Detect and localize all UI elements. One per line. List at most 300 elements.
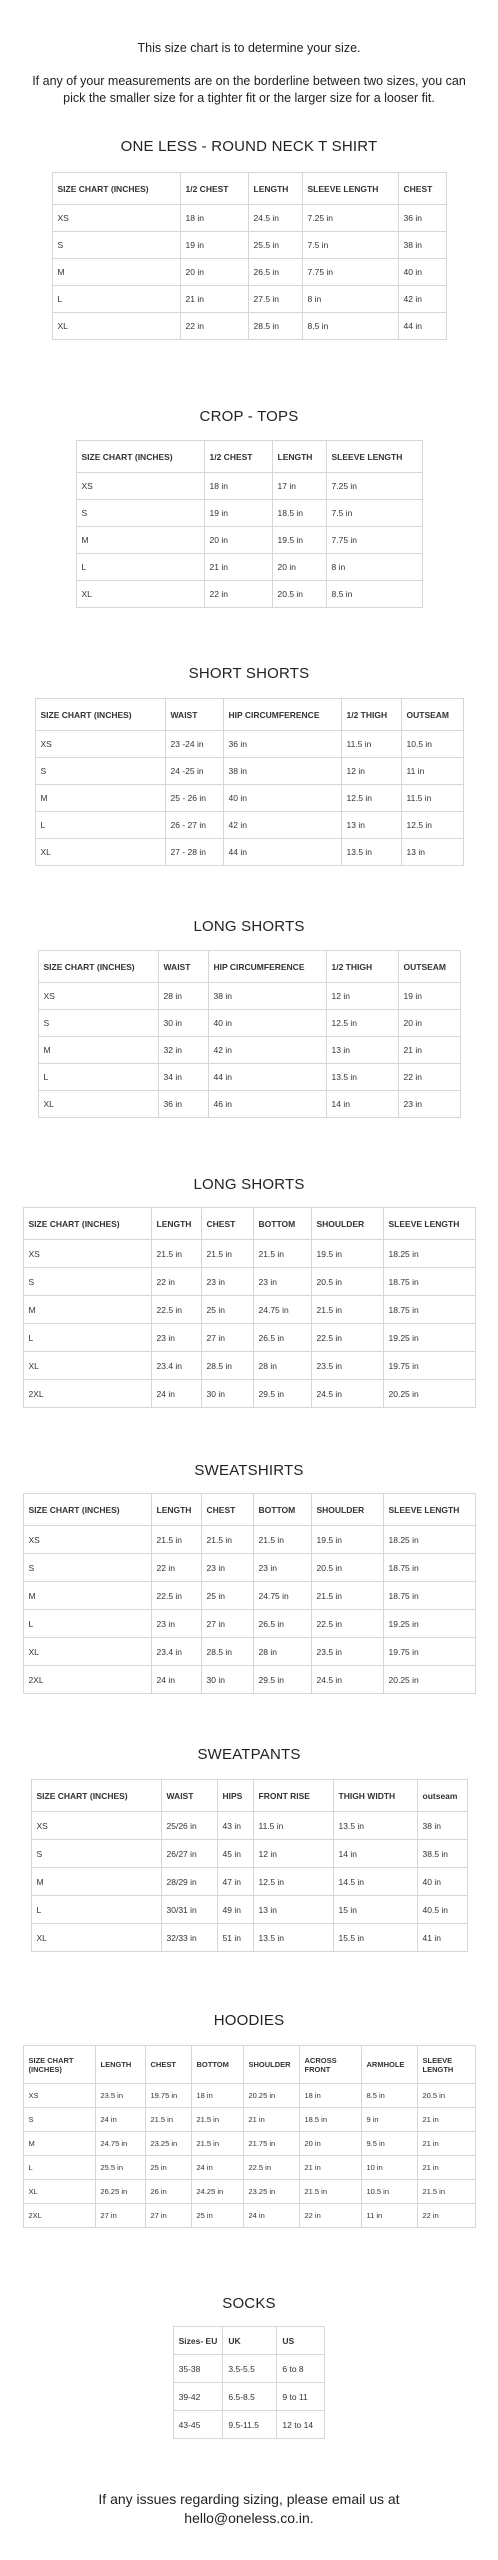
size-label-cell: M <box>23 1296 151 1324</box>
size-label-cell: M <box>52 259 180 286</box>
measurement-cell: 7.5 in <box>302 232 398 259</box>
measurement-cell: 22 in <box>151 1268 201 1296</box>
measurement-cell: 36 in <box>398 205 446 232</box>
table-header-row <box>76 441 422 473</box>
intro-text <box>0 0 498 107</box>
table-row <box>38 1037 460 1064</box>
measurement-cell: 3.5-5.5 <box>223 2355 277 2383</box>
measurement-cell: 6.5-8.5 <box>223 2383 277 2411</box>
measurement-cell: 29.5 in <box>253 1380 311 1408</box>
size-label-cell: XS <box>35 731 165 758</box>
measurement-cell: 12 in <box>326 983 398 1010</box>
measurement-cell: 38.5 in <box>417 1840 467 1868</box>
table-0-wrapper <box>0 172 498 340</box>
measurement-cell: 20 in <box>204 527 272 554</box>
size-label-cell: M <box>23 1582 151 1610</box>
table-row <box>35 731 463 758</box>
measurement-cell: 20.5 in <box>417 2084 475 2108</box>
table-row <box>76 554 422 581</box>
table-6-title: SWEATPANTS <box>197 1746 301 1763</box>
measurement-cell: 21.5 in <box>253 1240 311 1268</box>
size-label-cell: XL <box>23 1352 151 1380</box>
size-label-cell: 43-45 <box>173 2411 223 2439</box>
measurement-cell: 22.5 in <box>311 1610 383 1638</box>
column-header: LENGTH <box>95 2046 145 2084</box>
table-row <box>23 1380 475 1408</box>
measurement-cell: 28 in <box>158 983 208 1010</box>
measurement-cell: 7.25 in <box>302 205 398 232</box>
measurement-cell: 21 in <box>299 2156 361 2180</box>
measurement-cell: 18 in <box>204 473 272 500</box>
measurement-cell: 23 in <box>201 1554 253 1582</box>
size-label-cell: XS <box>38 983 158 1010</box>
measurement-cell: 8.5 in <box>302 313 398 340</box>
measurement-cell: 26.5 in <box>248 259 302 286</box>
column-header: CHEST <box>201 1494 253 1526</box>
measurement-cell: 19 in <box>180 232 248 259</box>
measurement-cell: 24.5 in <box>311 1666 383 1694</box>
measurement-cell: 28 in <box>253 1352 311 1380</box>
column-header: UK <box>223 2327 277 2355</box>
measurement-cell: 21.5 in <box>253 1526 311 1554</box>
column-header: SIZE CHART (INCHES) <box>31 1780 161 1812</box>
measurement-cell: 30/31 in <box>161 1896 217 1924</box>
measurement-cell: 24.25 in <box>191 2180 243 2204</box>
size-label-cell: XS <box>23 1526 151 1554</box>
table-row <box>23 2132 475 2156</box>
column-header: WAIST <box>158 951 208 983</box>
table-header-row <box>173 2327 325 2355</box>
size-label-cell: L <box>23 2156 95 2180</box>
table-header-row <box>52 173 446 205</box>
size-label-cell: XL <box>31 1924 161 1952</box>
measurement-cell: 25.5 in <box>248 232 302 259</box>
measurement-cell: 11.5 in <box>253 1812 333 1840</box>
table-row <box>38 1010 460 1037</box>
measurement-cell: 21.5 in <box>299 2180 361 2204</box>
column-header: WAIST <box>161 1780 217 1812</box>
measurement-cell: 26/27 in <box>161 1840 217 1868</box>
measurement-cell: 21.5 in <box>151 1240 201 1268</box>
intro-line-2: If any of your measurements are on the borderline between two sizes, you can pick the smaller size for a tighter fit or the larger size for a looser fit. <box>32 74 466 105</box>
measurement-cell: 24 in <box>95 2108 145 2132</box>
measurement-cell: 12.5 in <box>341 785 401 812</box>
measurement-cell: 21.5 in <box>311 1582 383 1610</box>
measurement-cell: 43 in <box>217 1812 253 1840</box>
size-label-cell: S <box>23 2108 95 2132</box>
table-0 <box>52 172 447 340</box>
measurement-cell: 21.5 in <box>201 1526 253 1554</box>
size-label-cell: M <box>38 1037 158 1064</box>
measurement-cell: 15.5 in <box>333 1924 417 1952</box>
measurement-cell: 21.5 in <box>151 1526 201 1554</box>
column-header: HIP CIRCUMFERENCE <box>223 699 341 731</box>
measurement-cell: 18.75 in <box>383 1296 475 1324</box>
measurement-cell: 11 in <box>361 2204 417 2228</box>
measurement-cell: 21 in <box>417 2108 475 2132</box>
measurement-cell: 13 in <box>326 1037 398 1064</box>
measurement-cell: 23.5 in <box>95 2084 145 2108</box>
measurement-cell: 23 in <box>201 1268 253 1296</box>
measurement-cell: 27 in <box>145 2204 191 2228</box>
column-header: SLEEVE LENGTH <box>383 1494 475 1526</box>
measurement-cell: 25 in <box>145 2156 191 2180</box>
column-header: SHOULDER <box>311 1494 383 1526</box>
table-1-wrapper <box>0 440 498 608</box>
measurement-cell: 6 to 8 <box>277 2355 325 2383</box>
size-label-cell: L <box>31 1896 161 1924</box>
table-row <box>52 313 446 340</box>
size-label-cell: XS <box>31 1812 161 1840</box>
table-row <box>23 2156 475 2180</box>
measurement-cell: 21.5 in <box>145 2108 191 2132</box>
size-label-cell: L <box>76 554 204 581</box>
measurement-cell: 24 in <box>151 1666 201 1694</box>
measurement-cell: 19.5 in <box>311 1526 383 1554</box>
size-label-cell: XL <box>76 581 204 608</box>
measurement-cell: 7.25 in <box>326 473 422 500</box>
measurement-cell: 20.5 in <box>272 581 326 608</box>
table-6 <box>31 1779 468 1952</box>
column-header: LENGTH <box>151 1494 201 1526</box>
measurement-cell: 22 in <box>398 1064 460 1091</box>
size-label-cell: S <box>31 1840 161 1868</box>
measurement-cell: 20 in <box>398 1010 460 1037</box>
measurement-cell: 21 in <box>204 554 272 581</box>
measurement-cell: 13 in <box>401 839 463 866</box>
table-row <box>35 812 463 839</box>
measurement-cell: 22 in <box>204 581 272 608</box>
measurement-cell: 14 in <box>326 1091 398 1118</box>
table-header-row <box>31 1780 467 1812</box>
measurement-cell: 23 in <box>151 1324 201 1352</box>
measurement-cell: 14 in <box>333 1840 417 1868</box>
measurement-cell: 21 in <box>398 1037 460 1064</box>
table-row <box>23 1638 475 1666</box>
measurement-cell: 44 in <box>398 313 446 340</box>
measurement-cell: 9.5-11.5 <box>223 2411 277 2439</box>
column-header: 1/2 THIGH <box>326 951 398 983</box>
measurement-cell: 45 in <box>217 1840 253 1868</box>
table-row <box>23 2204 475 2228</box>
measurement-cell: 19.75 in <box>383 1638 475 1666</box>
table-7-title: HOODIES <box>213 2012 285 2029</box>
measurement-cell: 21.5 in <box>191 2108 243 2132</box>
measurement-cell: 7.75 in <box>302 259 398 286</box>
measurement-cell: 25 in <box>201 1296 253 1324</box>
column-header: SIZE CHART (INCHES) <box>23 1494 151 1526</box>
measurement-cell: 20.25 in <box>243 2084 299 2108</box>
measurement-cell: 44 in <box>223 839 341 866</box>
measurement-cell: 12.5 in <box>401 812 463 839</box>
measurement-cell: 26.5 in <box>253 1610 311 1638</box>
measurement-cell: 22.5 in <box>151 1582 201 1610</box>
measurement-cell: 36 in <box>223 731 341 758</box>
table-header-row <box>23 1494 475 1526</box>
size-label-cell: 2XL <box>23 1380 151 1408</box>
column-header: BOTTOM <box>191 2046 243 2084</box>
measurement-cell: 18.5 in <box>299 2108 361 2132</box>
table-row <box>38 1091 460 1118</box>
measurement-cell: 20 in <box>180 259 248 286</box>
measurement-cell: 18.25 in <box>383 1526 475 1554</box>
measurement-cell: 18 in <box>191 2084 243 2108</box>
column-header: LENGTH <box>248 173 302 205</box>
measurement-cell: 36 in <box>158 1091 208 1118</box>
size-label-cell: XS <box>76 473 204 500</box>
table-row <box>76 473 422 500</box>
measurement-cell: 12 in <box>341 758 401 785</box>
column-header: SHOULDER <box>311 1208 383 1240</box>
measurement-cell: 28.5 in <box>201 1638 253 1666</box>
column-header: ARMHOLE <box>361 2046 417 2084</box>
table-row <box>52 259 446 286</box>
measurement-cell: 23 in <box>151 1610 201 1638</box>
measurement-cell: 13.5 in <box>326 1064 398 1091</box>
size-label-cell: 2XL <box>23 1666 151 1694</box>
measurement-cell: 26.5 in <box>253 1324 311 1352</box>
table-5-title: SWEATSHIRTS <box>194 1462 304 1479</box>
table-row <box>173 2383 325 2411</box>
table-row <box>31 1840 467 1868</box>
measurement-cell: 22 in <box>299 2204 361 2228</box>
measurement-cell: 13.5 in <box>341 839 401 866</box>
table-8-wrapper <box>0 2326 498 2439</box>
column-header: SIZE CHART (INCHES) <box>23 1208 151 1240</box>
measurement-cell: 26.25 in <box>95 2180 145 2204</box>
table-5-wrapper <box>0 1493 498 1694</box>
table-header-row <box>23 1208 475 1240</box>
measurement-cell: 8 in <box>302 286 398 313</box>
measurement-cell: 27 in <box>201 1324 253 1352</box>
table-4-title: LONG SHORTS <box>193 1176 305 1193</box>
measurement-cell: 26 - 27 in <box>165 812 223 839</box>
measurement-cell: 21 in <box>243 2108 299 2132</box>
measurement-cell: 18 in <box>299 2084 361 2108</box>
measurement-cell: 44 in <box>208 1064 326 1091</box>
measurement-cell: 19.5 in <box>311 1240 383 1268</box>
table-header-row <box>35 699 463 731</box>
size-label-cell: S <box>76 500 204 527</box>
measurement-cell: 11.5 in <box>341 731 401 758</box>
column-header: OUTSEAM <box>398 951 460 983</box>
table-row <box>52 232 446 259</box>
measurement-cell: 28/29 in <box>161 1868 217 1896</box>
size-label-cell: 2XL <box>23 2204 95 2228</box>
column-header: FRONT RISE <box>253 1780 333 1812</box>
table-8 <box>173 2326 326 2439</box>
table-row <box>23 1554 475 1582</box>
size-label-cell: M <box>23 2132 95 2156</box>
measurement-cell: 13.5 in <box>253 1924 333 1952</box>
measurement-cell: 25 in <box>201 1582 253 1610</box>
size-label-cell: M <box>76 527 204 554</box>
column-header: CHEST <box>398 173 446 205</box>
table-row <box>38 1064 460 1091</box>
measurement-cell: 11 in <box>401 758 463 785</box>
measurement-cell: 38 in <box>398 232 446 259</box>
measurement-cell: 29.5 in <box>253 1666 311 1694</box>
measurement-cell: 20.5 in <box>311 1554 383 1582</box>
measurement-cell: 23.25 in <box>243 2180 299 2204</box>
measurement-cell: 15 in <box>333 1896 417 1924</box>
column-header: THIGH WIDTH <box>333 1780 417 1812</box>
measurement-cell: 8.5 in <box>326 581 422 608</box>
measurement-cell: 12.5 in <box>253 1868 333 1896</box>
table-row <box>173 2411 325 2439</box>
size-label-cell: L <box>23 1324 151 1352</box>
footer-line-1: If any issues regarding sizing, please email us at <box>98 2491 400 2507</box>
column-header: US <box>277 2327 325 2355</box>
table-3 <box>38 950 461 1118</box>
table-row <box>23 1324 475 1352</box>
measurement-cell: 47 in <box>217 1868 253 1896</box>
measurement-cell: 42 in <box>398 286 446 313</box>
table-row <box>173 2355 325 2383</box>
measurement-cell: 22.5 in <box>151 1296 201 1324</box>
measurement-cell: 24.75 in <box>253 1296 311 1324</box>
column-header: WAIST <box>165 699 223 731</box>
table-row <box>23 1526 475 1554</box>
measurement-cell: 11.5 in <box>401 785 463 812</box>
size-label-cell: L <box>52 286 180 313</box>
intro-line-1: This size chart is to determine your size. <box>137 41 361 55</box>
measurement-cell: 23.4 in <box>151 1352 201 1380</box>
column-header: SIZE CHART (INCHES) <box>52 173 180 205</box>
measurement-cell: 13.5 in <box>333 1812 417 1840</box>
table-8-title: SOCKS <box>222 2295 276 2312</box>
column-header: SIZE CHART (INCHES) <box>38 951 158 983</box>
measurement-cell: 38 in <box>208 983 326 1010</box>
measurement-cell: 22 in <box>151 1554 201 1582</box>
measurement-cell: 19.75 in <box>383 1352 475 1380</box>
measurement-cell: 18.75 in <box>383 1554 475 1582</box>
measurement-cell: 42 in <box>208 1037 326 1064</box>
size-label-cell: XL <box>23 2180 95 2204</box>
size-label-cell: L <box>35 812 165 839</box>
measurement-cell: 24.75 in <box>253 1582 311 1610</box>
measurement-cell: 20 in <box>272 554 326 581</box>
size-label-cell: 35-38 <box>173 2355 223 2383</box>
table-row <box>23 2180 475 2204</box>
column-header: BOTTOM <box>253 1208 311 1240</box>
column-header: Sizes- EU <box>173 2327 223 2355</box>
table-4 <box>23 1207 476 1408</box>
measurement-cell: 19.25 in <box>383 1324 475 1352</box>
measurement-cell: 19 in <box>204 500 272 527</box>
measurement-cell: 23 -24 in <box>165 731 223 758</box>
size-label-cell: M <box>31 1868 161 1896</box>
size-label-cell: L <box>23 1610 151 1638</box>
column-header: SLEEVE LENGTH <box>417 2046 475 2084</box>
measurement-cell: 23.4 in <box>151 1638 201 1666</box>
table-row <box>76 581 422 608</box>
measurement-cell: 24 in <box>151 1380 201 1408</box>
measurement-cell: 23.5 in <box>311 1352 383 1380</box>
measurement-cell: 24.5 in <box>311 1380 383 1408</box>
measurement-cell: 32/33 in <box>161 1924 217 1952</box>
measurement-cell: 14.5 in <box>333 1868 417 1896</box>
table-2 <box>35 698 464 866</box>
column-header: BOTTOM <box>253 1494 311 1526</box>
measurement-cell: 9 to 11 <box>277 2383 325 2411</box>
measurement-cell: 34 in <box>158 1064 208 1091</box>
table-row <box>35 758 463 785</box>
measurement-cell: 20 in <box>299 2132 361 2156</box>
column-header: OUTSEAM <box>401 699 463 731</box>
size-label-cell: S <box>23 1554 151 1582</box>
measurement-cell: 22 in <box>180 313 248 340</box>
table-row <box>23 1268 475 1296</box>
table-6-wrapper <box>0 1779 498 1952</box>
column-header: HIPS <box>217 1780 253 1812</box>
measurement-cell: 38 in <box>417 1812 467 1840</box>
measurement-cell: 22.5 in <box>243 2156 299 2180</box>
measurement-cell: 10.5 in <box>361 2180 417 2204</box>
measurement-cell: 24 -25 in <box>165 758 223 785</box>
table-row <box>23 1352 475 1380</box>
measurement-cell: 28.5 in <box>248 313 302 340</box>
measurement-cell: 38 in <box>223 758 341 785</box>
column-header: LENGTH <box>151 1208 201 1240</box>
measurement-cell: 9 in <box>361 2108 417 2132</box>
footer-email-link[interactable]: hello@oneless.co.in. <box>184 2510 314 2526</box>
measurement-cell: 21.5 in <box>311 1296 383 1324</box>
column-header: 1/2 CHEST <box>180 173 248 205</box>
table-7-wrapper <box>0 2045 498 2228</box>
measurement-cell: 28 in <box>253 1638 311 1666</box>
measurement-cell: 20.25 in <box>383 1666 475 1694</box>
table-3-title: LONG SHORTS <box>193 918 305 935</box>
table-4-wrapper <box>0 1207 498 1408</box>
size-label-cell: 39-42 <box>173 2383 223 2411</box>
table-row <box>23 1582 475 1610</box>
measurement-cell: 19.25 in <box>383 1610 475 1638</box>
measurement-cell: 18 in <box>180 205 248 232</box>
column-header: outseam <box>417 1780 467 1812</box>
table-row <box>31 1812 467 1840</box>
table-row <box>38 983 460 1010</box>
table-row <box>31 1924 467 1952</box>
measurement-cell: 21.5 in <box>191 2132 243 2156</box>
measurement-cell: 30 in <box>201 1666 253 1694</box>
measurement-cell: 40 in <box>417 1868 467 1896</box>
measurement-cell: 13 in <box>341 812 401 839</box>
table-row <box>52 286 446 313</box>
size-label-cell: XL <box>23 1638 151 1666</box>
measurement-cell: 21.5 in <box>201 1240 253 1268</box>
measurement-cell: 21 in <box>180 286 248 313</box>
measurement-cell: 27.5 in <box>248 286 302 313</box>
size-label-cell: L <box>38 1064 158 1091</box>
measurement-cell: 24 in <box>243 2204 299 2228</box>
table-row <box>31 1896 467 1924</box>
measurement-cell: 21 in <box>417 2132 475 2156</box>
column-header: LENGTH <box>272 441 326 473</box>
measurement-cell: 10 in <box>361 2156 417 2180</box>
measurement-cell: 51 in <box>217 1924 253 1952</box>
size-label-cell: M <box>35 785 165 812</box>
measurement-cell: 42 in <box>223 812 341 839</box>
column-header: CHEST <box>201 1208 253 1240</box>
measurement-cell: 49 in <box>217 1896 253 1924</box>
measurement-cell: 20.25 in <box>383 1380 475 1408</box>
measurement-cell: 25 in <box>191 2204 243 2228</box>
size-label-cell: XL <box>35 839 165 866</box>
table-row <box>23 2108 475 2132</box>
measurement-cell: 23.25 in <box>145 2132 191 2156</box>
column-header: SLEEVE LENGTH <box>326 441 422 473</box>
